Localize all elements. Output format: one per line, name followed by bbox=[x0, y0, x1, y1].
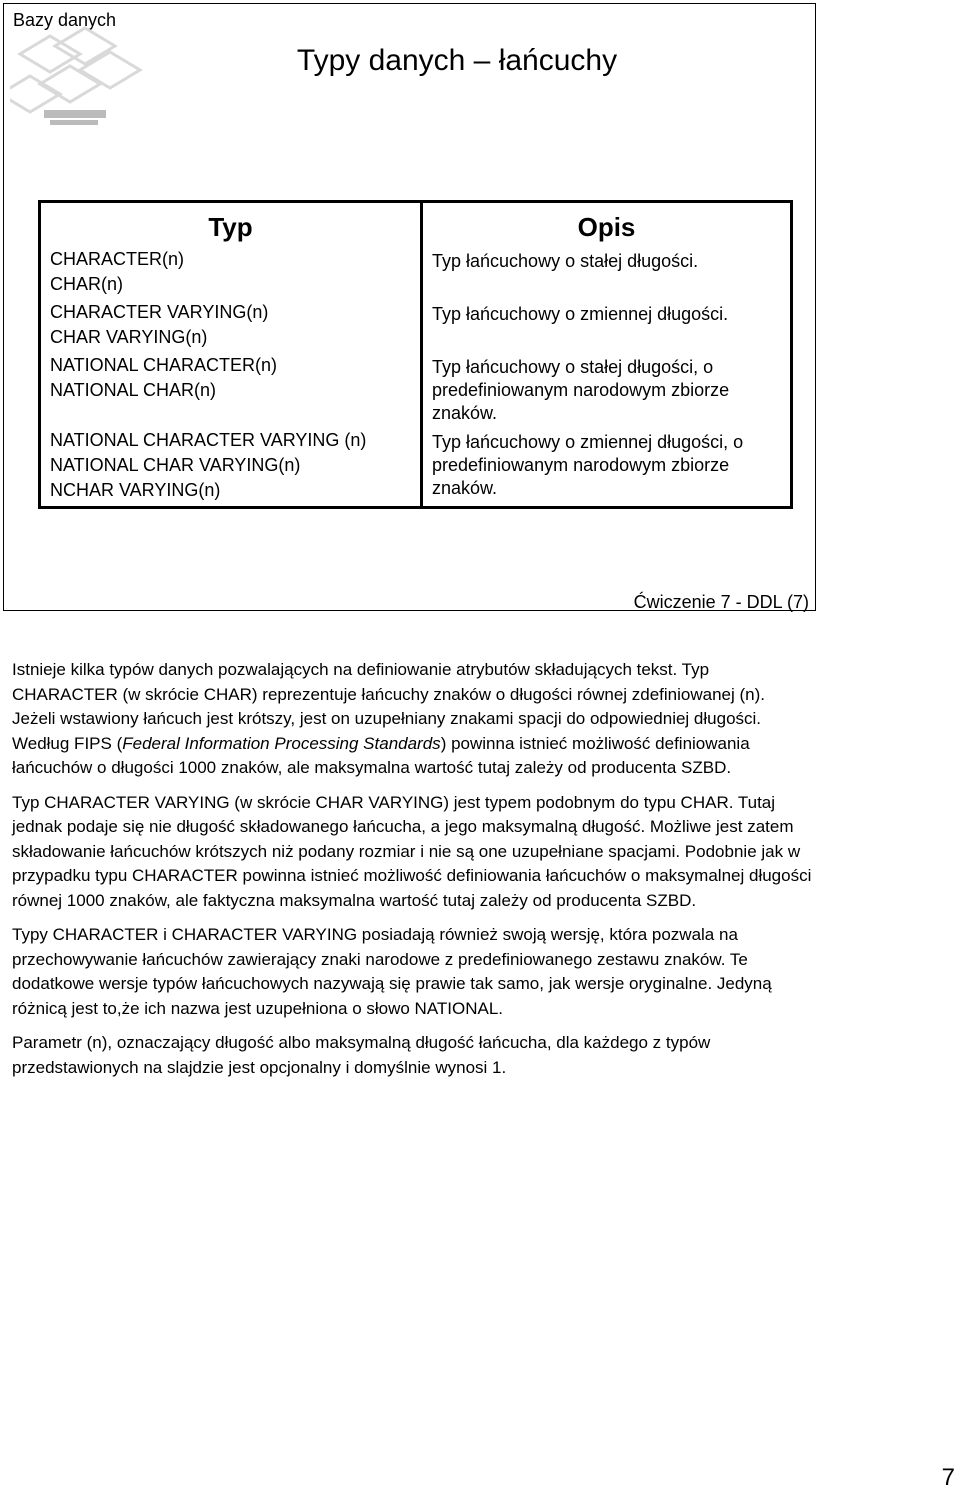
header-opis: Opis bbox=[577, 211, 636, 242]
type-name: NATIONAL CHARACTER VARYING (n) bbox=[50, 430, 367, 450]
table-row bbox=[40, 353, 792, 428]
type-name: NATIONAL CHARACTER(n) bbox=[50, 355, 278, 375]
page-number: 7 bbox=[941, 1464, 955, 1491]
type-name: NATIONAL CHAR(n) bbox=[50, 380, 217, 400]
notes-text-span: ) powinna istnieć możliwość definiowania łańcuchów o długości 1000 znaków, ale maksymalna wartość tutaj zależy od producenta SZBD. bbox=[12, 733, 750, 777]
type-name: CHAR(n) bbox=[50, 274, 124, 294]
course-label: Bazy danych bbox=[13, 10, 117, 30]
types-table bbox=[38, 200, 793, 509]
table-row bbox=[40, 428, 792, 508]
logo-image bbox=[10, 26, 150, 138]
type-cell bbox=[40, 247, 422, 300]
description-cell: Typ łańcuchowy o stałej długości, o predefiniowanym narodowym zbiorze znaków. bbox=[432, 357, 730, 423]
type-cell bbox=[40, 300, 422, 353]
table-row bbox=[40, 300, 792, 353]
slide-title: Typy danych – łańcuchy bbox=[296, 44, 618, 77]
notes-paragraph-4: Parametr (n), oznaczający długość albo maksymalną długość łańcucha, dla każdego z typów przedstawionych na slajdzie jest opcjonalny i domyślnie wynosi 1. bbox=[12, 1033, 711, 1077]
table-row bbox=[40, 247, 792, 300]
description-cell: Typ łańcuchowy o stałej długości. bbox=[432, 251, 699, 271]
notes-italic-span: Federal Information Processing Standards bbox=[122, 733, 441, 753]
slide-footer: Ćwiczenie 7 - DDL (7) bbox=[633, 592, 809, 612]
slide-frame bbox=[3, 3, 816, 611]
type-cell bbox=[40, 428, 422, 508]
description-cell: Typ łańcuchowy o zmiennej długości. bbox=[432, 304, 729, 324]
type-cell bbox=[40, 353, 422, 428]
notes-paragraph-3: Typy CHARACTER i CHARACTER VARYING posiadają również swoją wersję, która pozwala na przechowywanie łańcuchów zawierający znaki narodowe z predefiniowanego zestawu znaków. Te dodatkowe wersje typów łańcuchowych nazywają się prawie tak samo, jak wersje oryginalne. Jedyną różnicą jest to,że ich nazwa jest uzupełniona o słowo NATIONAL. bbox=[12, 925, 772, 1018]
type-name: CHARACTER(n) bbox=[50, 249, 185, 269]
table-header-row bbox=[40, 202, 792, 248]
type-name: CHAR VARYING(n) bbox=[50, 327, 208, 347]
notes-text bbox=[12, 658, 812, 1090]
type-name: NCHAR VARYING(n) bbox=[50, 480, 221, 500]
header-typ: Typ bbox=[40, 202, 422, 248]
type-name: CHARACTER VARYING(n) bbox=[50, 302, 269, 322]
notes-paragraph-1 bbox=[12, 658, 812, 781]
type-name: NATIONAL CHAR VARYING(n) bbox=[50, 455, 301, 475]
notes-paragraph-2: Typ CHARACTER VARYING (w skrócie CHAR VARYING) jest typem podobnym do typu CHAR. Tutaj jednak podaje się nie długość składowanego łańcucha, a jego maksymalną długość. Możliwe jest zatem składowanie łańcuchów krótszych niż podany rozmiar i nie są one uzupełniane spacjami. Podobnie jak w przypadku typu CHARACTER powinna istnieć możliwość definiowania łańcuchów o maksymalnej długości równej 1000 znaków, ale faktyczna maksymalna wartość tutaj zależy od producenta SZBD. bbox=[12, 792, 812, 910]
description-cell: Typ łańcuchowy o zmiennej długości, o predefiniowanym narodowym zbiorze znaków. bbox=[432, 432, 744, 498]
notes-text-span: Istnieje kilka typów danych pozwalających na definiowanie atrybutów składujących tekst. Typ CHARACTER (w skrócie CHAR) reprezentuje łańcuchy znaków o długości równej zdefiniowanej (n). Jeżeli wstawiony łańcuch jest krótszy, jest on uzupełniany znakami spacji do odpowiedniej długości. Według FIPS ( bbox=[12, 660, 766, 753]
